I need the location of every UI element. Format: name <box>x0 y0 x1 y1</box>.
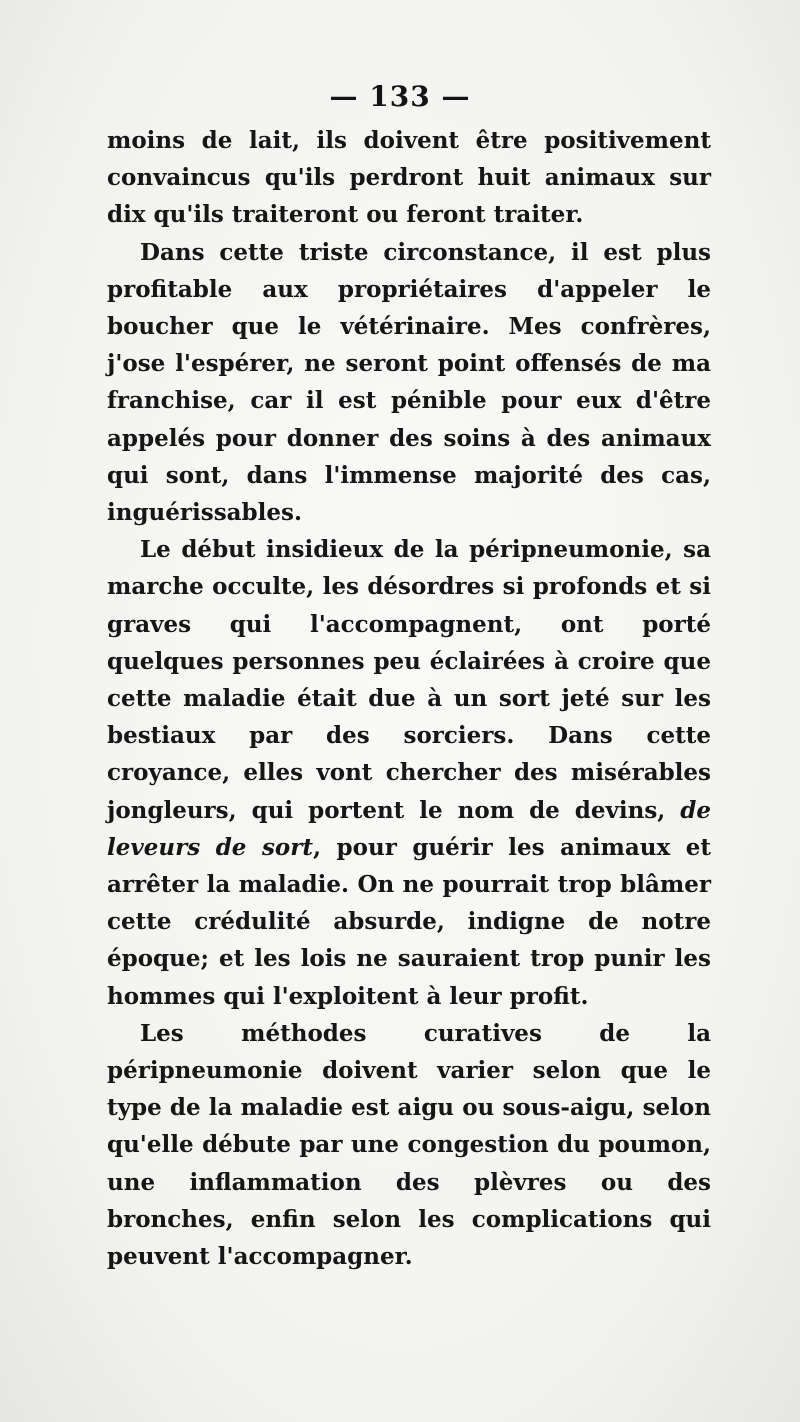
paragraph-3-start: Le début insidieux de la péripneumonie, sa marche occulte, les désordres si profonds et si graves qui l'accompagnent, ont porté quelques personnes peu éclairées à croire que cette maladie était due à un sort jeté sur les bestiaux par des sorciers. Dans cette croyance, elles vont chercher des misérables jongleurs, qui portent le nom de devins, <box>107 536 711 824</box>
paragraph-1: moins de lait, ils doivent être positivement convaincus qu'ils perdront huit animaux sur dix qu'ils traiteront ou feront traiter. <box>107 127 711 229</box>
page-number: — 133 — <box>329 80 471 113</box>
italic-phrase: de leveurs de sort <box>107 796 711 861</box>
paragraph-3 <box>107 531 711 1015</box>
paragraph-3-end: , pour guérir les animaux et arrêter la maladie. On ne pourrait trop blâmer cette crédulité absurde, indigne de notre époque; et les lois ne sauraient trop punir les hommes qui l'exploitent à leur profit. <box>107 833 711 1010</box>
paragraph-2: Dans cette triste circonstance, il est plus profitable aux propriétaires d'appeler le boucher que le vétérinaire. Mes confrères, j'ose l'espérer, ne seront point offensés de ma franchise, car il est pénible pour eux d'être appelés pour donner des soins à des animaux qui sont, dans l'immense majorité des cas, inguérissables. <box>107 238 711 527</box>
paragraph-4: Les méthodes curatives de la péripneumonie doivent varier selon que le type de la maladie est aigu ou sous-aigu, selon qu'elle débute par une congestion du poumon, une inflammation des plèvres ou des bronches, enfin selon les complications qui peuvent l'accompagner. <box>107 1019 711 1271</box>
body-text <box>107 122 711 1275</box>
